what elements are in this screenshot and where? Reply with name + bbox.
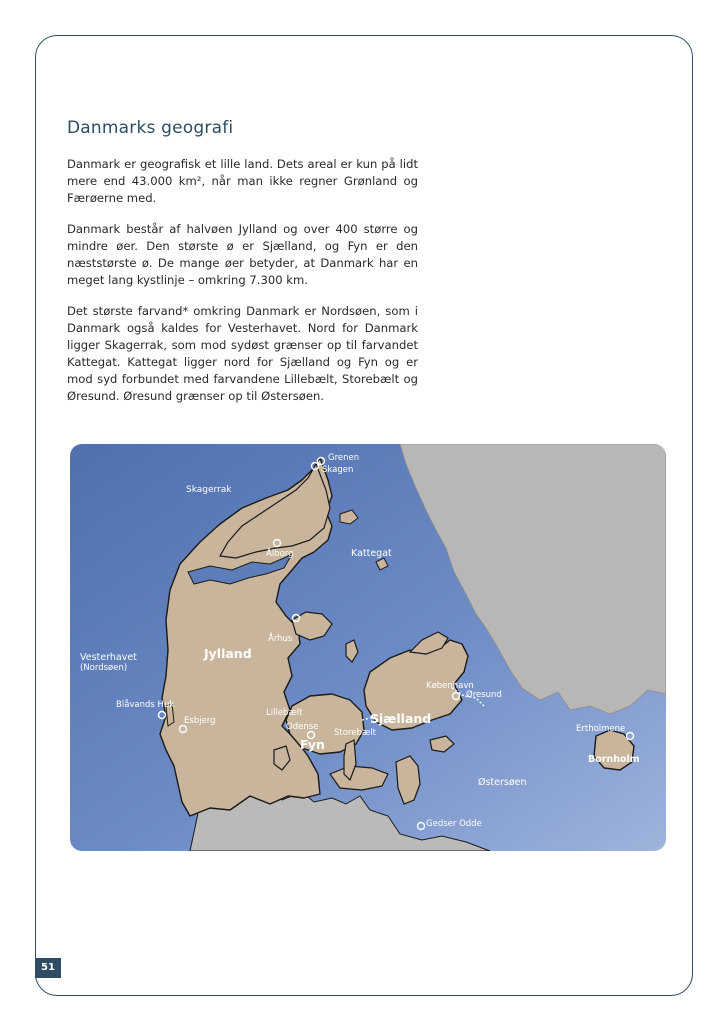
label-skagerrak: Skagerrak — [186, 485, 232, 495]
label-aarhus: Århus — [268, 634, 293, 644]
label-sjaelland: Sjælland — [370, 711, 432, 726]
page-title: Danmarks geografi — [67, 118, 234, 138]
paragraph-2: Danmark består af halvøen Jylland og over 400 større og mindre øer. Den største ø er Sjælland, og Fyn er den næststørste ø. De mange øer betyder, at Danmark har en meget lang kystlinje – omkring 7.300 km. — [67, 222, 418, 287]
label-oestersoeen: Østersøen — [478, 777, 527, 788]
label-fyn: Fyn — [300, 737, 325, 752]
paragraph-3: Det største farvand* omkring Danmark er Nordsøen, som i Danmark også kaldes for Vesterhavet. Nord for Danmark ligger Skagerrak, som mod sydøst grænser op til farvandet Kattegat. Kattegat ligger nord for Sjælland og Fyn og er mod syd forbundet med farvandene Lillebælt, Storebælt og Øresund. Øresund grænser op til Østersøen. — [67, 304, 418, 403]
label-grenen: Grenen — [328, 453, 360, 463]
paragraph-1: Danmark er geografisk et lille land. Dets areal er kun på lidt mere end 43.000 km², når man ikke regner Grønland og Færøerne med. — [67, 157, 418, 205]
label-gedser-odde: Gedser Odde — [426, 819, 482, 829]
label-ertholmene: Ertholmene — [576, 724, 626, 734]
label-lillebaelt: Lillebælt — [266, 708, 303, 718]
label-skagen: Skagen — [322, 465, 354, 475]
label-esbjerg: Esbjerg — [184, 716, 216, 726]
label-blaavands-huk: Blåvands Huk — [116, 700, 175, 710]
label-storebaelt: Storebælt — [334, 728, 376, 738]
map-svg — [70, 444, 666, 851]
label-nordsoeen: (Nordsøen) — [80, 663, 128, 673]
label-oeresund: Øresund — [466, 690, 502, 700]
denmark-map — [70, 444, 666, 851]
label-aalborg: Ålborg — [266, 549, 294, 559]
body-text — [67, 156, 418, 419]
label-kattegat: Kattegat — [351, 548, 392, 559]
label-koebenhavn: København — [426, 681, 474, 691]
page-number: 51 — [35, 958, 61, 978]
label-bornholm: Bornholm — [588, 754, 640, 765]
label-jylland: Jylland — [204, 646, 252, 661]
label-odense: Odense — [286, 722, 319, 732]
label-vesterhavet: Vesterhavet — [80, 652, 137, 663]
